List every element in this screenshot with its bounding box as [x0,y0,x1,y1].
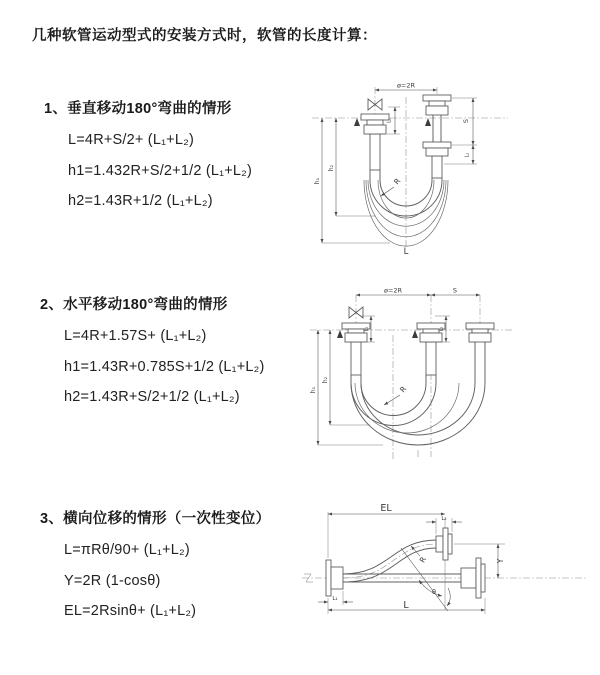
section-3 [40,509,270,627]
braided-section [432,156,442,178]
formula-line: L=4R+1.57S+ (L₁+L₂) [64,328,207,344]
formula-line: h1=1.43R+0.785S+1/2 (L₁+L₂) [64,358,265,375]
section-1 [44,99,252,217]
dim-label-l: L [403,600,409,611]
dim-label-span: ø=2R [396,81,416,90]
position-arrow [354,118,360,126]
diagram-horizontal-180-bend [308,283,573,463]
dim-label-h1: h₁ [310,386,317,394]
section-1-heading: 1、垂直移动180°弯曲的情形 [44,101,232,117]
centerlines [312,87,508,247]
dim-label-h1: h₁ [314,177,321,185]
dim-label-s: S [462,118,470,124]
section-2 [40,295,265,413]
braided-section [370,134,380,170]
page-title: 几种软管运动型式的安装方式时，软管的长度计算： [32,28,377,44]
dim-label-l2: L₂ [438,326,445,332]
dimensions [322,90,477,243]
dim-label-l1: L₁ [386,118,393,123]
dim-label-l2: L₂ [441,516,447,522]
section-2-heading: 2、水平移动180°弯曲的情形 [40,297,228,313]
dim-label-y: Y [496,558,505,564]
dim-label-l2: L₂ [464,152,471,158]
flanges [326,528,485,598]
formula-line: L=πRθ/90+ (L₁+L₂) [64,542,190,558]
dim-label-h2: h₂ [328,164,335,172]
dim-label-span: ø=2R [383,286,403,295]
braided-section [426,342,436,375]
position-arrow [412,330,418,338]
dim-label-theta: θ [432,588,436,596]
formula-line: Y=2R (1-cosθ) [64,572,161,589]
dim-label-h2: h₂ [322,376,329,384]
formula-line: h2=1.43R+S/2+1/2 (L₁+L₂) [64,389,240,405]
formula-line: EL=2Rsinθ+ (L₁+L₂) [64,603,197,619]
section-3-heading: 3、横向位移的情形（一次性变位） [40,511,271,527]
dim-label-r: R [397,384,409,395]
diagram-lateral-displacement [298,498,593,653]
theta-angle-arc [447,588,450,606]
dim-label-l1: L₁ [363,326,370,332]
position-arrow [337,330,343,338]
dim-label-r: R [391,176,403,187]
hose-assembly [351,342,485,445]
formula-line: h2=1.43R+1/2 (L₁+L₂) [68,193,213,209]
dim-label-l1: L₁ [332,596,338,602]
formula-line: L=4R+S/2+ (L₁+L₂) [68,132,194,148]
dim-label-r: R [417,555,429,565]
dim-label-s: S [452,286,458,295]
braided-section [351,342,361,375]
dim-label-el: EL [380,503,392,514]
position-arrow [425,118,431,126]
diagram-vertical-180-bend [310,75,565,260]
dim-label-l: L [403,247,409,257]
flanges [337,323,494,342]
formula-line: h1=1.432R+S/2+1/2 (L₁+L₂) [68,162,253,179]
